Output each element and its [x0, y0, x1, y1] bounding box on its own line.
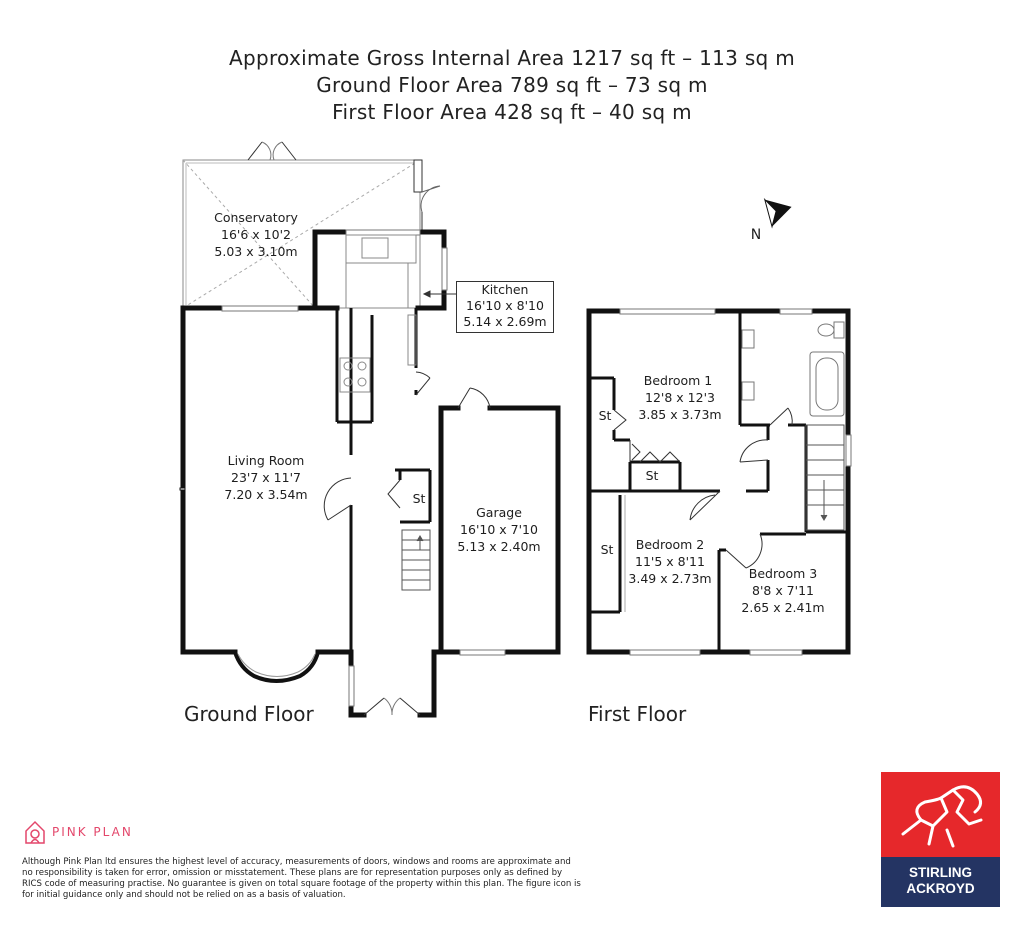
first-floor-area-text: First Floor Area 428 sq ft – 40 sq m: [332, 100, 692, 124]
conservatory-imperial: 16'6 x 10'2: [221, 227, 291, 242]
pink-plan-brand: PINK PLAN: [52, 825, 133, 839]
ground-floor-area-text: Ground Floor Area 789 sq ft – 73 sq m: [316, 73, 708, 97]
living-room-door: [324, 478, 351, 520]
disclaimer-text: Although Pink Plan ltd ensures the highest level of accuracy, measurements of doors, windows and rooms are approximate and no responsibility is taken for error, omission or misstatement. These plans are for representation purposes only as defined by RICS code of measuring practise. No guarantee is given on total square footage of the property within this plan. The figure icon is for initial guidance only and should not be relied on as a basis of valuation.: [22, 857, 581, 900]
garage-imperial: 16'10 x 7'10: [460, 522, 538, 537]
agent-name-line1: STIRLING: [909, 865, 972, 880]
conservatory-side-door: [414, 160, 440, 232]
conservatory-metric: 5.03 x 3.10m: [214, 244, 298, 259]
garage-name: Garage: [476, 505, 522, 520]
ground-floor-title: Ground Floor: [184, 702, 314, 726]
first-store-c-label: St: [600, 542, 614, 557]
first-store-b-label: St: [645, 468, 659, 483]
bedroom3-metric: 2.65 x 2.41m: [741, 600, 825, 615]
store-door: [388, 480, 400, 508]
kitchen-label-box: [456, 281, 554, 333]
kitchen-metric: 5.14 x 2.69m: [463, 314, 547, 329]
living-room-metric: 7.20 x 3.54m: [224, 487, 308, 502]
kitchen-imperial: 16'10 x 8'10: [466, 298, 544, 313]
conservatory-french-doors: [248, 142, 296, 160]
first-floor-title: First Floor: [588, 702, 687, 726]
bedroom2-name: Bedroom 2: [635, 537, 705, 552]
bedroom2-metric: 3.49 x 2.73m: [628, 571, 712, 586]
agent-name-line2: ACKROYD: [906, 881, 975, 896]
first-floor-stairs: [806, 425, 844, 530]
first-store-a-label: St: [598, 408, 612, 423]
bedroom2-imperial: 11'5 x 8'11: [635, 554, 705, 569]
front-doors: [364, 698, 420, 715]
ground-store-label: St: [412, 491, 426, 506]
stirling-ackroyd-logo: [881, 772, 1000, 907]
agent-name-band: [881, 857, 1000, 907]
compass-label: N: [750, 227, 762, 243]
living-room-name: Living Room: [227, 453, 305, 468]
ground-floor-stairs: [402, 530, 430, 590]
conservatory-name: Conservatory: [214, 210, 298, 225]
bedroom1-name: Bedroom 1: [643, 373, 713, 388]
kitchen-name: Kitchen: [481, 282, 529, 297]
bedroom3-name: Bedroom 3: [748, 566, 818, 581]
living-room-imperial: 23'7 x 11'7: [231, 470, 301, 485]
garage-metric: 5.13 x 2.40m: [457, 539, 541, 554]
kitchen-pointer: [424, 291, 456, 297]
bathroom-fittings: [742, 322, 844, 416]
griffin-icon: [881, 772, 1000, 857]
bedroom3-imperial: 8'8 x 7'11: [752, 583, 814, 598]
bedroom1-metric: 3.85 x 3.73m: [638, 407, 722, 422]
gross-area-text: Approximate Gross Internal Area 1217 sq ft – 113 sq m: [228, 46, 795, 70]
kitchen-door: [416, 372, 430, 395]
garage-door: [458, 388, 490, 408]
north-arrow-icon: [765, 193, 795, 226]
bedroom1-imperial: 12'8 x 12'3: [645, 390, 715, 405]
pink-plan-logo-icon: [26, 822, 44, 843]
